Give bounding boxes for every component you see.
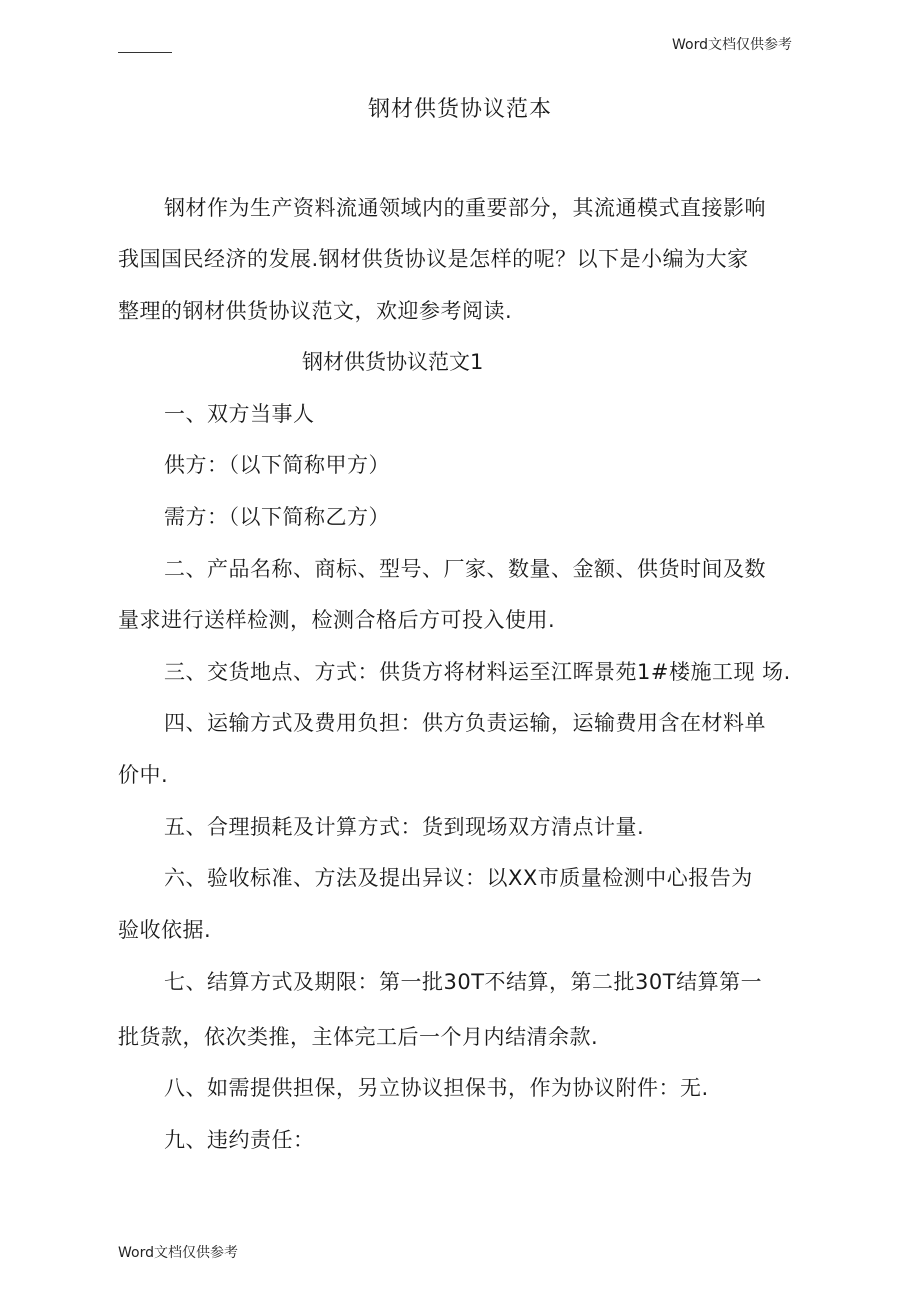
clause-6-cont: 验收依据. [118, 918, 212, 942]
clause-9: 九、违约责任： [164, 1128, 315, 1152]
clause-8: 八、如需提供担保，另立协议担保书，作为协议附件：无. [164, 1076, 709, 1100]
clause-6: 六、验收标准、方法及提出异议：以XX市质量检测中心报告为 [164, 866, 753, 890]
clause-7-cont: 批货款，依次类推，主体完工后一个月内结清余款. [118, 1025, 599, 1049]
clause-4: 四、运输方式及费用负担：供方负责运输，运输费用含在材料单 [164, 711, 766, 735]
clause-2: 二、产品名称、商标、型号、厂家、数量、金额、供货时间及数 [164, 557, 766, 581]
footer-note: Word文档仅供参考 [118, 1245, 238, 1261]
intro-line-1: 钢材作为生产资料流通领域内的重要部分，其流通模式直接影响 [164, 196, 766, 220]
buyer-line: 需方：（以下简称乙方） [164, 505, 390, 529]
header-note: Word文档仅供参考 [672, 37, 792, 53]
clause-2-cont: 量求进行送样检测，检测合格后方可投入使用. [118, 608, 556, 632]
clause-4-cont: 价中. [118, 763, 169, 787]
clause-7: 七、结算方式及期限：第一批30T不结算，第二批30T结算第一 [164, 970, 763, 994]
clause-5: 五、合理损耗及计算方式：货到现场双方清点计量. [164, 815, 645, 839]
header-rule [118, 52, 172, 53]
clause-1: 一、双方当事人 [164, 402, 315, 426]
section-heading: 钢材供货协议范文1 [302, 350, 484, 374]
supplier-line: 供方：（以下简称甲方） [164, 453, 390, 477]
document-title: 钢材供货协议范本 [367, 97, 552, 122]
clause-3: 三、交货地点、方式：供货方将材料运至江晖景苑1#楼施工现 场. [164, 660, 791, 684]
intro-line-3: 整理的钢材供货协议范文，欢迎参考阅读. [118, 299, 513, 323]
intro-line-2: 我国国民经济的发展.钢材供货协议是怎样的呢？以下是小编为大家 [118, 247, 749, 271]
